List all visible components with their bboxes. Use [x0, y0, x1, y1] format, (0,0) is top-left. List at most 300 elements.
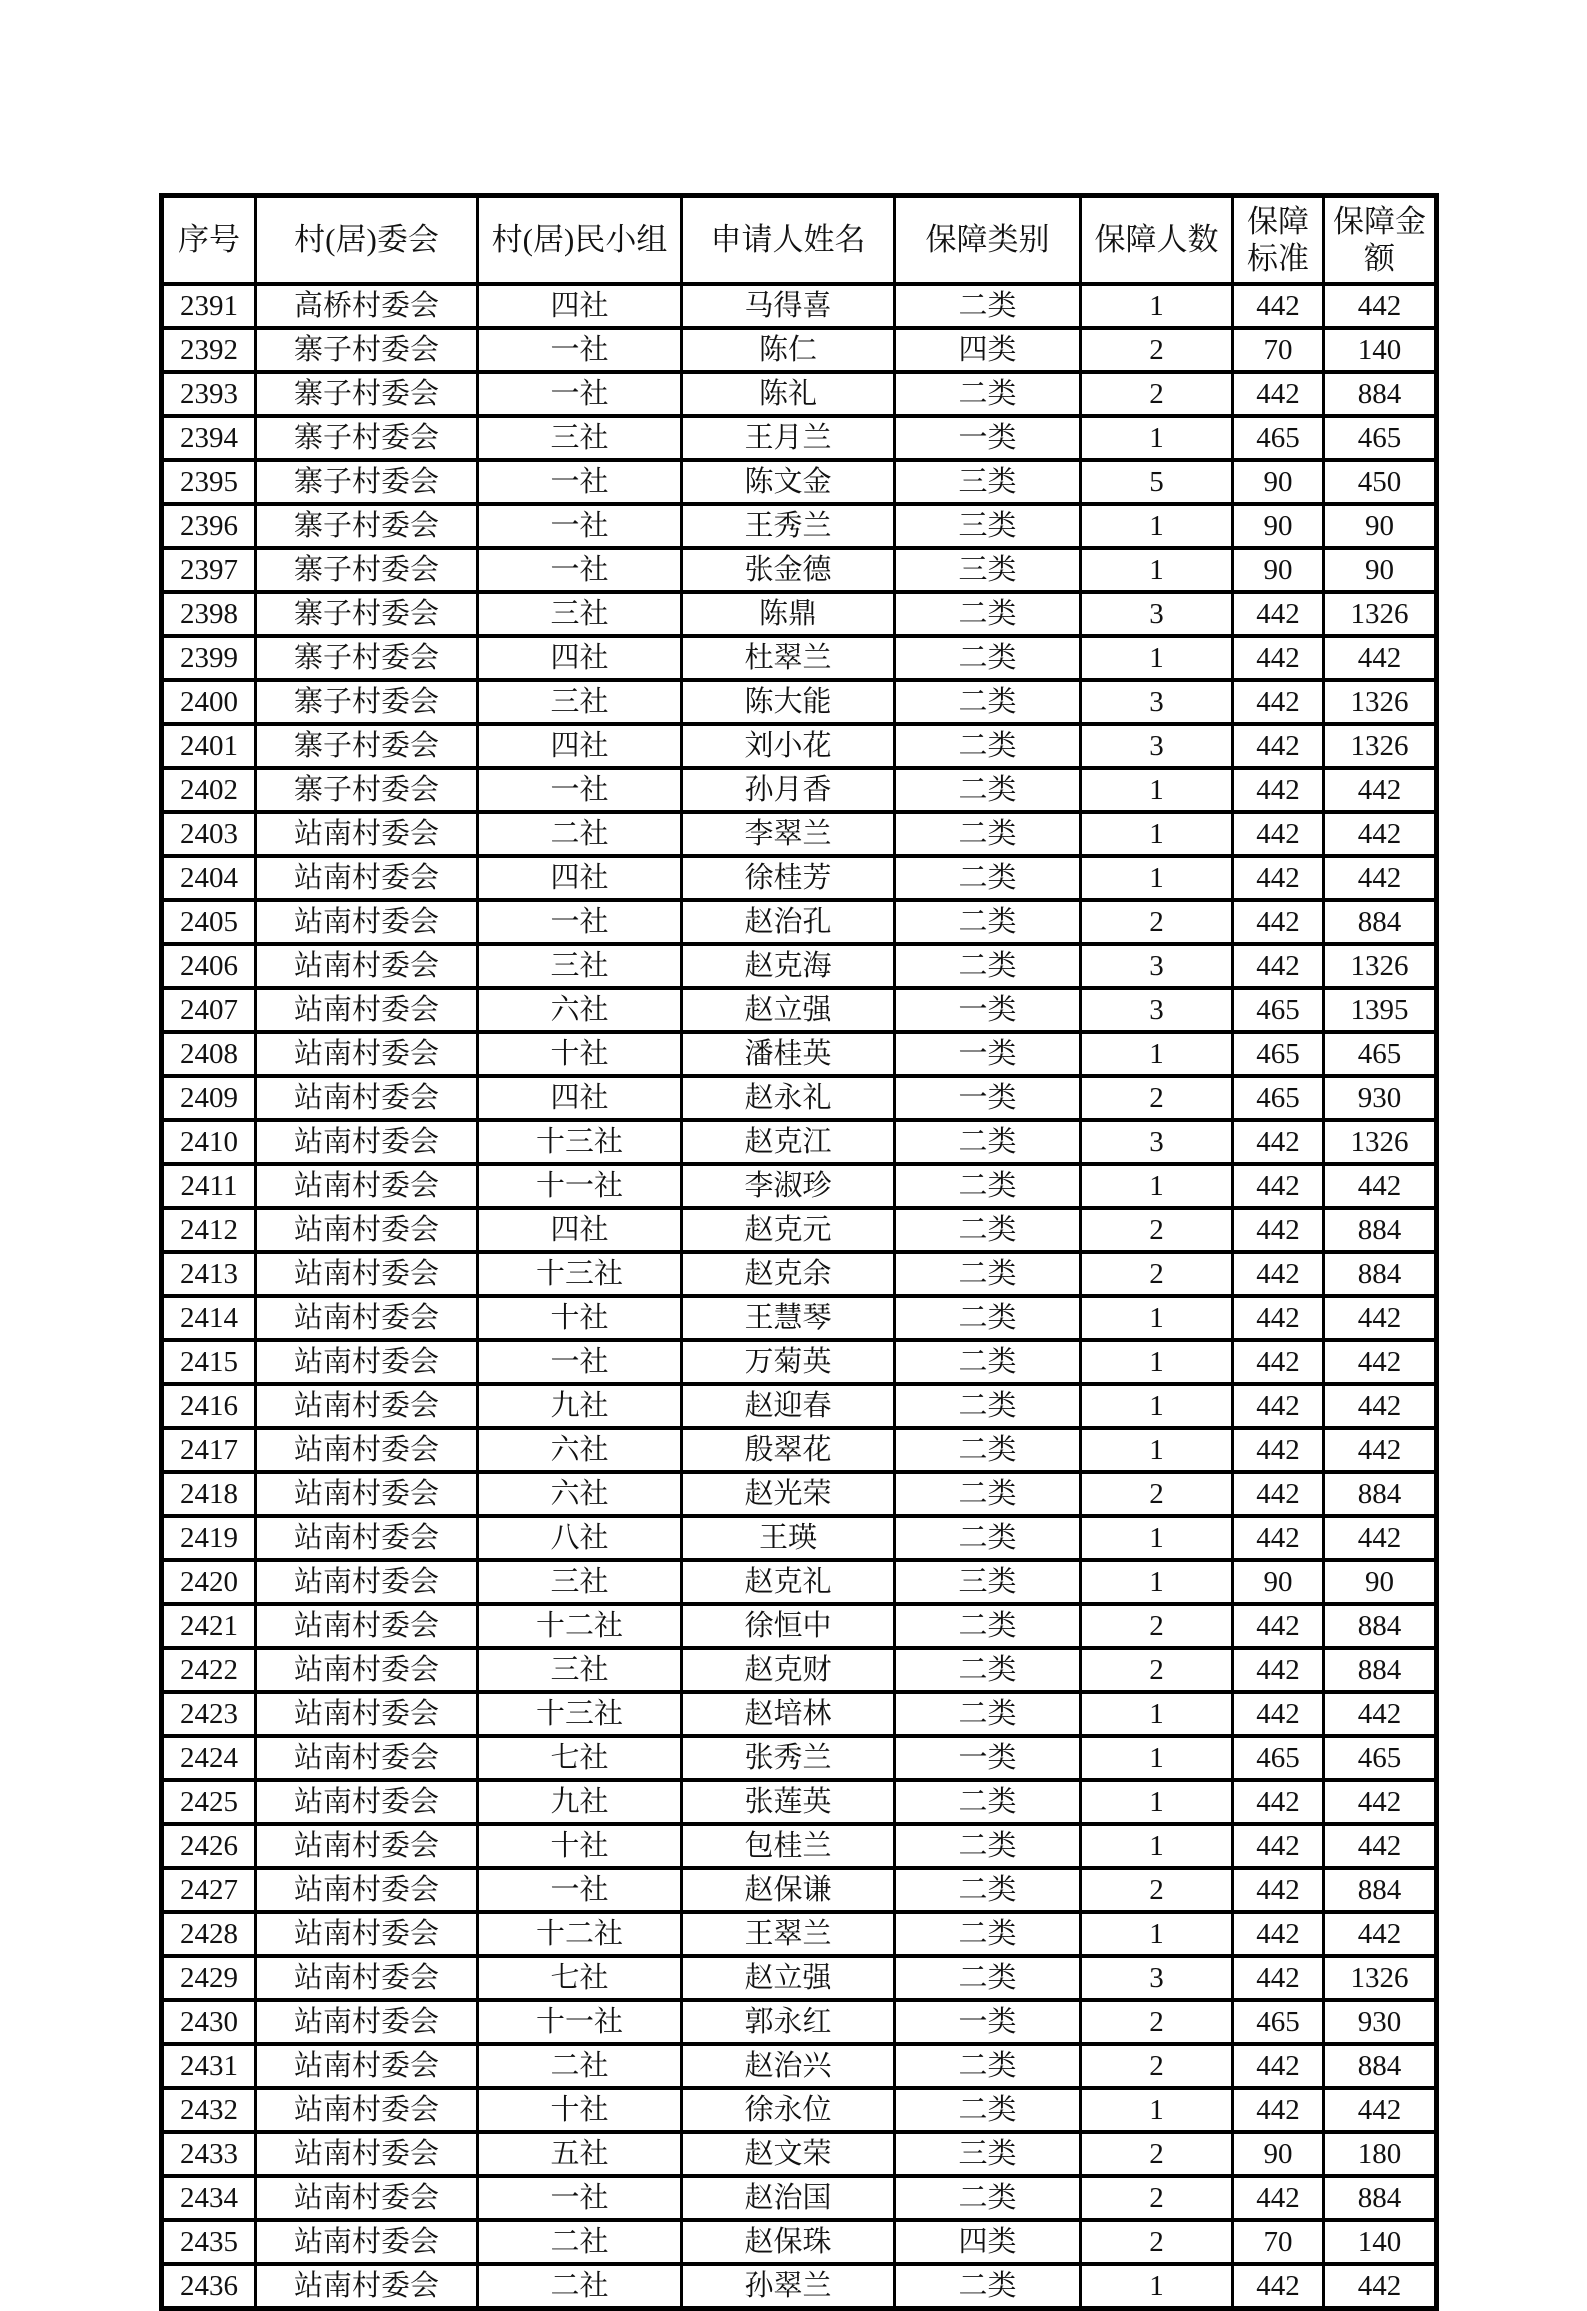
table-cell: 2402 — [162, 768, 256, 812]
table-row — [162, 988, 1437, 1032]
table-cell: 二类 — [895, 1428, 1081, 1472]
table-cell: 2398 — [162, 592, 256, 636]
table-row — [162, 1868, 1437, 1912]
table-cell: 465 — [1233, 988, 1324, 1032]
table-cell: 二类 — [895, 1692, 1081, 1736]
table-cell: 2396 — [162, 504, 256, 548]
table-cell: 张莲英 — [682, 1780, 895, 1824]
table-cell: 442 — [1233, 1604, 1324, 1648]
table-cell: 1326 — [1324, 944, 1437, 988]
table-cell: 3 — [1081, 1956, 1233, 2000]
table-cell: 2427 — [162, 1868, 256, 1912]
table-cell: 赵立强 — [682, 1956, 895, 2000]
table-cell: 1 — [1081, 1912, 1233, 1956]
table-cell: 442 — [1233, 1208, 1324, 1252]
table-cell: 李淑珍 — [682, 1164, 895, 1208]
table-cell: 884 — [1324, 1252, 1437, 1296]
table-cell: 寨子村委会 — [256, 460, 478, 504]
table-cell: 465 — [1233, 416, 1324, 460]
table-cell: 站南村委会 — [256, 1648, 478, 1692]
table-row — [162, 1912, 1437, 1956]
table-cell: 1 — [1081, 504, 1233, 548]
table-cell: 442 — [1233, 1472, 1324, 1516]
table-cell: 442 — [1233, 1296, 1324, 1340]
table-cell: 十社 — [478, 2088, 682, 2132]
table-cell: 442 — [1324, 812, 1437, 856]
table-row — [162, 856, 1437, 900]
table-cell: 一社 — [478, 504, 682, 548]
table-cell: 二类 — [895, 1780, 1081, 1824]
table-cell: 3 — [1081, 944, 1233, 988]
table-cell: 930 — [1324, 1076, 1437, 1120]
table-cell: 442 — [1233, 812, 1324, 856]
table-cell: 2 — [1081, 1208, 1233, 1252]
column-header-committee: 村(居)委会 — [256, 196, 478, 285]
table-cell: 万菊英 — [682, 1340, 895, 1384]
table-cell: 442 — [1324, 1428, 1437, 1472]
table-cell: 站南村委会 — [256, 1032, 478, 1076]
table-cell: 赵克余 — [682, 1252, 895, 1296]
table-cell: 三类 — [895, 2132, 1081, 2176]
table-cell: 站南村委会 — [256, 1824, 478, 1868]
table-cell: 站南村委会 — [256, 1120, 478, 1164]
table-row — [162, 2176, 1437, 2220]
table-cell: 2 — [1081, 1076, 1233, 1120]
table-row — [162, 944, 1437, 988]
table-cell: 2395 — [162, 460, 256, 504]
table-cell: 442 — [1233, 1428, 1324, 1472]
table-cell: 2426 — [162, 1824, 256, 1868]
table-cell: 442 — [1324, 1692, 1437, 1736]
table-cell: 1 — [1081, 1296, 1233, 1340]
table-cell: 442 — [1324, 284, 1437, 328]
table-cell: 442 — [1324, 856, 1437, 900]
table-cell: 站南村委会 — [256, 1780, 478, 1824]
table-cell: 2400 — [162, 680, 256, 724]
table-cell: 1326 — [1324, 680, 1437, 724]
column-header-standard: 保障标准 — [1233, 196, 1324, 285]
table-cell: 张秀兰 — [682, 1736, 895, 1780]
table-row — [162, 328, 1437, 372]
table-cell: 442 — [1233, 1780, 1324, 1824]
table-cell: 二类 — [895, 592, 1081, 636]
table-row — [162, 1340, 1437, 1384]
table-cell: 站南村委会 — [256, 2220, 478, 2264]
table-cell: 站南村委会 — [256, 1516, 478, 1560]
table-cell: 90 — [1233, 1560, 1324, 1604]
table-cell: 442 — [1233, 1824, 1324, 1868]
table-cell: 2434 — [162, 2176, 256, 2220]
table-cell: 三社 — [478, 680, 682, 724]
table-cell: 一社 — [478, 900, 682, 944]
table-cell: 2416 — [162, 1384, 256, 1428]
table-cell: 1 — [1081, 1780, 1233, 1824]
table-cell: 五社 — [478, 2132, 682, 2176]
table-cell: 寨子村委会 — [256, 680, 478, 724]
table-row — [162, 1164, 1437, 1208]
table-cell: 殷翠花 — [682, 1428, 895, 1472]
table-cell: 二社 — [478, 2264, 682, 2309]
table-cell: 2425 — [162, 1780, 256, 1824]
table-cell: 二类 — [895, 2044, 1081, 2088]
table-cell: 一类 — [895, 1076, 1081, 1120]
table-cell: 赵迎春 — [682, 1384, 895, 1428]
table-cell: 1326 — [1324, 592, 1437, 636]
table-cell: 赵克海 — [682, 944, 895, 988]
table-row — [162, 1428, 1437, 1472]
table-cell: 十二社 — [478, 1604, 682, 1648]
table-cell: 465 — [1324, 416, 1437, 460]
table-cell: 四社 — [478, 636, 682, 680]
table-cell: 二社 — [478, 2220, 682, 2264]
table-cell: 180 — [1324, 2132, 1437, 2176]
table-cell: 站南村委会 — [256, 1868, 478, 1912]
table-cell: 张金德 — [682, 548, 895, 592]
table-cell: 一社 — [478, 2176, 682, 2220]
table-cell: 2403 — [162, 812, 256, 856]
table-cell: 465 — [1324, 1032, 1437, 1076]
table-cell: 884 — [1324, 1604, 1437, 1648]
table-cell: 442 — [1324, 1296, 1437, 1340]
table-cell: 三社 — [478, 416, 682, 460]
table-cell: 站南村委会 — [256, 1912, 478, 1956]
table-cell: 2 — [1081, 2000, 1233, 2044]
table-cell: 442 — [1324, 1340, 1437, 1384]
table-cell: 站南村委会 — [256, 988, 478, 1032]
table-cell: 2422 — [162, 1648, 256, 1692]
table-cell: 2 — [1081, 328, 1233, 372]
table-cell: 三社 — [478, 1648, 682, 1692]
table-cell: 孙翠兰 — [682, 2264, 895, 2309]
table-cell: 1 — [1081, 1824, 1233, 1868]
table-cell: 二类 — [895, 1516, 1081, 1560]
table-cell: 70 — [1233, 328, 1324, 372]
table-cell: 884 — [1324, 2044, 1437, 2088]
table-cell: 一类 — [895, 2000, 1081, 2044]
table-cell: 六社 — [478, 1428, 682, 1472]
table-cell: 1 — [1081, 1560, 1233, 1604]
table-cell: 1 — [1081, 1340, 1233, 1384]
table-cell: 孙月香 — [682, 768, 895, 812]
table-cell: 3 — [1081, 988, 1233, 1032]
table-cell: 884 — [1324, 1472, 1437, 1516]
table-cell: 徐永位 — [682, 2088, 895, 2132]
table-cell: 2405 — [162, 900, 256, 944]
table-cell: 90 — [1233, 460, 1324, 504]
table-cell: 1 — [1081, 2264, 1233, 2309]
table-cell: 442 — [1324, 1912, 1437, 1956]
table-cell: 三类 — [895, 460, 1081, 504]
table-cell: 二类 — [895, 680, 1081, 724]
table-cell: 442 — [1233, 1164, 1324, 1208]
table-cell: 884 — [1324, 372, 1437, 416]
table-row — [162, 1472, 1437, 1516]
table-row — [162, 1516, 1437, 1560]
table-cell: 三社 — [478, 1560, 682, 1604]
table-row — [162, 1076, 1437, 1120]
table-cell: 四社 — [478, 724, 682, 768]
table-cell: 2401 — [162, 724, 256, 768]
table-cell: 陈鼎 — [682, 592, 895, 636]
table-row — [162, 1648, 1437, 1692]
table-cell: 2 — [1081, 1252, 1233, 1296]
table-cell: 442 — [1324, 768, 1437, 812]
table-cell: 442 — [1233, 856, 1324, 900]
table-cell: 站南村委会 — [256, 1340, 478, 1384]
table-cell: 十一社 — [478, 1164, 682, 1208]
table-cell: 二类 — [895, 636, 1081, 680]
table-cell: 884 — [1324, 2176, 1437, 2220]
table-cell: 站南村委会 — [256, 1164, 478, 1208]
table-cell: 赵文荣 — [682, 2132, 895, 2176]
table-cell: 赵永礼 — [682, 1076, 895, 1120]
table-row — [162, 1692, 1437, 1736]
table-cell: 442 — [1233, 2044, 1324, 2088]
table-cell: 90 — [1233, 2132, 1324, 2176]
table-cell: 1 — [1081, 1692, 1233, 1736]
table-cell: 2393 — [162, 372, 256, 416]
table-cell: 王翠兰 — [682, 1912, 895, 1956]
table-cell: 2415 — [162, 1340, 256, 1384]
table-cell: 站南村委会 — [256, 812, 478, 856]
table-cell: 刘小花 — [682, 724, 895, 768]
table-cell: 2421 — [162, 1604, 256, 1648]
table-cell: 442 — [1233, 372, 1324, 416]
table-cell: 寨子村委会 — [256, 724, 478, 768]
table-cell: 442 — [1233, 2088, 1324, 2132]
table-cell: 一类 — [895, 1736, 1081, 1780]
table-row — [162, 460, 1437, 504]
table-cell: 2435 — [162, 2220, 256, 2264]
table-cell: 十社 — [478, 1824, 682, 1868]
table-cell: 442 — [1233, 1516, 1324, 1560]
table-cell: 赵治兴 — [682, 2044, 895, 2088]
table-cell: 442 — [1324, 636, 1437, 680]
table-cell: 四类 — [895, 328, 1081, 372]
table-cell: 442 — [1324, 1780, 1437, 1824]
table-cell: 徐桂芳 — [682, 856, 895, 900]
table-cell: 陈礼 — [682, 372, 895, 416]
table-cell: 九社 — [478, 1384, 682, 1428]
table-cell: 赵克礼 — [682, 1560, 895, 1604]
table-cell: 二类 — [895, 284, 1081, 328]
table-cell: 六社 — [478, 988, 682, 1032]
table-cell: 2 — [1081, 372, 1233, 416]
table-cell: 2 — [1081, 1868, 1233, 1912]
table-cell: 1 — [1081, 636, 1233, 680]
table-cell: 2414 — [162, 1296, 256, 1340]
table-cell: 赵培林 — [682, 1692, 895, 1736]
table-cell: 站南村委会 — [256, 1252, 478, 1296]
table-row — [162, 416, 1437, 460]
table-cell: 884 — [1324, 1208, 1437, 1252]
table-cell: 高桥村委会 — [256, 284, 478, 328]
table-cell: 2424 — [162, 1736, 256, 1780]
table-cell: 2 — [1081, 2132, 1233, 2176]
table-row — [162, 1208, 1437, 1252]
table-cell: 2432 — [162, 2088, 256, 2132]
table-cell: 884 — [1324, 900, 1437, 944]
table-header — [162, 196, 1437, 285]
table-cell: 2412 — [162, 1208, 256, 1252]
table-cell: 站南村委会 — [256, 1560, 478, 1604]
table-cell: 十社 — [478, 1032, 682, 1076]
table-cell: 十三社 — [478, 1252, 682, 1296]
table-cell: 李翠兰 — [682, 812, 895, 856]
table-row — [162, 900, 1437, 944]
table-cell: 442 — [1233, 2176, 1324, 2220]
table-cell: 1 — [1081, 548, 1233, 592]
column-header-amount: 保障金额 — [1324, 196, 1437, 285]
table-cell: 站南村委会 — [256, 1076, 478, 1120]
table-cell: 2431 — [162, 2044, 256, 2088]
table-cell: 1 — [1081, 1384, 1233, 1428]
table-cell: 2423 — [162, 1692, 256, 1736]
table-row — [162, 2264, 1437, 2309]
table-cell: 三社 — [478, 592, 682, 636]
table-cell: 442 — [1233, 2264, 1324, 2309]
table-cell: 寨子村委会 — [256, 768, 478, 812]
table-cell: 王月兰 — [682, 416, 895, 460]
column-header-category: 保障类别 — [895, 196, 1081, 285]
table-cell: 寨子村委会 — [256, 416, 478, 460]
table-row — [162, 2132, 1437, 2176]
table-cell: 90 — [1233, 504, 1324, 548]
table-cell: 郭永红 — [682, 2000, 895, 2044]
column-header-person-count: 保障人数 — [1081, 196, 1233, 285]
table-cell: 一社 — [478, 328, 682, 372]
table-cell: 2 — [1081, 1604, 1233, 1648]
table-cell: 90 — [1324, 548, 1437, 592]
table-cell: 465 — [1233, 1076, 1324, 1120]
table-cell: 包桂兰 — [682, 1824, 895, 1868]
table-cell: 十二社 — [478, 1912, 682, 1956]
table-cell: 1 — [1081, 1164, 1233, 1208]
table-cell: 2 — [1081, 2220, 1233, 2264]
table-cell: 二类 — [895, 1296, 1081, 1340]
table-row — [162, 2044, 1437, 2088]
table-row — [162, 1560, 1437, 1604]
table-cell: 一类 — [895, 1032, 1081, 1076]
table-cell: 442 — [1324, 2264, 1437, 2309]
table-cell: 陈大能 — [682, 680, 895, 724]
table-cell: 884 — [1324, 1868, 1437, 1912]
table-cell: 十一社 — [478, 2000, 682, 2044]
table-cell: 徐恒中 — [682, 1604, 895, 1648]
table-cell: 1 — [1081, 284, 1233, 328]
table-cell: 442 — [1233, 1956, 1324, 2000]
table-row — [162, 1032, 1437, 1076]
table-row — [162, 1296, 1437, 1340]
table-cell: 2413 — [162, 1252, 256, 1296]
table-cell: 七社 — [478, 1956, 682, 2000]
table-cell: 马得喜 — [682, 284, 895, 328]
table-cell: 二类 — [895, 1472, 1081, 1516]
table-cell: 1 — [1081, 812, 1233, 856]
table-row — [162, 2000, 1437, 2044]
table-cell: 寨子村委会 — [256, 372, 478, 416]
table-cell: 442 — [1233, 944, 1324, 988]
table-cell: 杜翠兰 — [682, 636, 895, 680]
table-cell: 站南村委会 — [256, 1384, 478, 1428]
table-cell: 90 — [1324, 1560, 1437, 1604]
table-cell: 3 — [1081, 1120, 1233, 1164]
table-cell: 2410 — [162, 1120, 256, 1164]
table-row — [162, 1384, 1437, 1428]
column-header-index: 序号 — [162, 196, 256, 285]
table-cell: 442 — [1233, 900, 1324, 944]
table-cell: 二类 — [895, 1868, 1081, 1912]
table-cell: 2409 — [162, 1076, 256, 1120]
table-cell: 2407 — [162, 988, 256, 1032]
table-cell: 站南村委会 — [256, 2044, 478, 2088]
table-cell: 2428 — [162, 1912, 256, 1956]
table-cell: 1 — [1081, 416, 1233, 460]
table-row — [162, 680, 1437, 724]
table-cell: 二类 — [895, 372, 1081, 416]
column-header-applicant-name: 申请人姓名 — [682, 196, 895, 285]
table-cell: 一社 — [478, 460, 682, 504]
table-cell: 站南村委会 — [256, 1956, 478, 2000]
table-cell: 140 — [1324, 328, 1437, 372]
table-cell: 王秀兰 — [682, 504, 895, 548]
table-cell: 四社 — [478, 1208, 682, 1252]
table-cell: 站南村委会 — [256, 2176, 478, 2220]
table-cell: 十社 — [478, 1296, 682, 1340]
table-row — [162, 812, 1437, 856]
table-cell: 寨子村委会 — [256, 504, 478, 548]
table-row — [162, 2088, 1437, 2132]
table-cell: 442 — [1233, 284, 1324, 328]
table-body — [162, 284, 1437, 2309]
table-cell: 一社 — [478, 768, 682, 812]
table-cell: 二类 — [895, 812, 1081, 856]
table-cell: 442 — [1233, 1252, 1324, 1296]
table-row — [162, 1252, 1437, 1296]
table-cell: 2420 — [162, 1560, 256, 1604]
table-row — [162, 372, 1437, 416]
table-cell: 站南村委会 — [256, 1472, 478, 1516]
table-cell: 赵克财 — [682, 1648, 895, 1692]
table-cell: 90 — [1324, 504, 1437, 548]
table-cell: 140 — [1324, 2220, 1437, 2264]
table-cell: 寨子村委会 — [256, 328, 478, 372]
table-cell: 442 — [1324, 1824, 1437, 1868]
table-cell: 3 — [1081, 680, 1233, 724]
table-row — [162, 1604, 1437, 1648]
table-cell: 2404 — [162, 856, 256, 900]
table-cell: 2406 — [162, 944, 256, 988]
table-cell: 1326 — [1324, 1120, 1437, 1164]
table-cell: 70 — [1233, 2220, 1324, 2264]
table-cell: 二类 — [895, 1164, 1081, 1208]
table-cell: 3 — [1081, 724, 1233, 768]
table-cell: 赵克江 — [682, 1120, 895, 1164]
table-cell: 442 — [1233, 1340, 1324, 1384]
table-cell: 站南村委会 — [256, 1604, 478, 1648]
table-cell: 陈文金 — [682, 460, 895, 504]
table-cell: 赵保珠 — [682, 2220, 895, 2264]
table-cell: 赵治国 — [682, 2176, 895, 2220]
table-cell: 四社 — [478, 284, 682, 328]
table-cell: 2399 — [162, 636, 256, 680]
table-cell: 二类 — [895, 1252, 1081, 1296]
table-cell: 十三社 — [478, 1120, 682, 1164]
table-cell: 一类 — [895, 416, 1081, 460]
table-cell: 寨子村委会 — [256, 636, 478, 680]
table-cell: 1 — [1081, 1736, 1233, 1780]
table-cell: 赵光荣 — [682, 1472, 895, 1516]
